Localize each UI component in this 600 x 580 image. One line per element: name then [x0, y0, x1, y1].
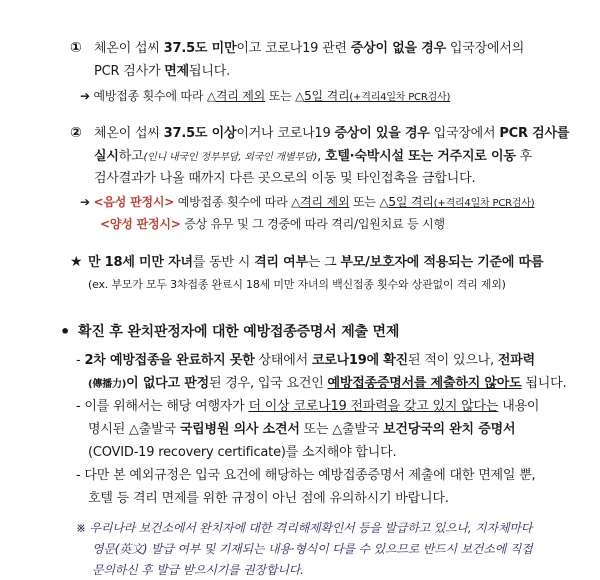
text: 이 없다고 판정: [126, 376, 209, 391]
text: 증상이 없을 경우: [350, 41, 446, 56]
right-arrow-icon: ➔: [80, 195, 90, 209]
text: 만 18세 미만 자녀: [88, 255, 193, 270]
text: 격리 제외: [300, 195, 350, 209]
text: 예방접종 횟수에 따라 △: [174, 195, 301, 209]
d3-line1: - 다만 본 예외규정은 입국 요건에 해당하는 예방접종증명서 제출에 대한 면제일 뿐,: [76, 468, 536, 483]
text: 37.5도 미만: [163, 41, 237, 56]
s1-line2: [94, 63, 230, 81]
text: 내용이: [498, 399, 540, 414]
text: 실시: [94, 149, 119, 164]
circled-number-1: ①: [70, 40, 82, 56]
section-title: 확진 후 완치판정자에 대한 예방접종증명서 제출 면제: [78, 324, 400, 340]
text: <양성 판정시>: [100, 217, 181, 231]
s2-line3: 검사결과가 나올 때까지 다른 곳으로의 이동 및 타인접촉을 금합니다.: [94, 171, 476, 186]
text: 는 그: [307, 255, 341, 270]
text: 5일 격리: [304, 89, 350, 103]
text: 증상이 있을 경우: [334, 126, 430, 141]
text: 면제: [164, 64, 190, 79]
text: (+격리4일차 PCR검사): [433, 198, 535, 209]
text: 됩니다.: [521, 376, 567, 391]
s2-line2: [94, 148, 532, 167]
text: 전파력: [497, 353, 535, 368]
text: 예방접종증명서를 제출하지 않아도: [327, 376, 522, 391]
star-line2: (ex. 부모가 모두 3차접종 완료시 18세 미만 자녀의 백신접종 횟수와 상관없이 격리 제외): [88, 278, 506, 291]
text: 또는 △출발국: [299, 422, 384, 437]
text: 보건당국의 완치 증명서: [383, 422, 516, 437]
text: 5일 격리: [388, 195, 434, 209]
d1-line2: [88, 375, 566, 394]
text: 예방접종 횟수에 따라 △: [93, 89, 216, 103]
note-line1: ※ 우리나라 보건소에서 완치자에 대한 격리해제확인서 등을 발급하고 있으나, 지자체마다: [76, 521, 533, 535]
text: 를 동반 시: [192, 255, 255, 270]
s1-arrow-line: [80, 87, 450, 107]
text: (+격리4일차 PCR검사): [349, 92, 451, 103]
text: 격리 제외: [215, 89, 266, 103]
s2-positive-line: [100, 215, 445, 233]
text: 된 경우, 입국 요건인: [208, 376, 328, 391]
d2-line2: [88, 421, 515, 439]
text: ,: [317, 149, 325, 164]
text: 됩니다.: [189, 64, 231, 79]
note-line2: 영문(英文) 발급 여부 및 기재되는 내용·형식이 다를 수 있으므로 반드시 보건소에 직접: [92, 542, 533, 556]
text: 명시된 △출발국: [88, 422, 180, 437]
text: 입국장에서: [429, 126, 500, 141]
text: 입국장에서의: [445, 41, 525, 56]
text: (傳播力): [88, 379, 127, 390]
star-line1: [88, 254, 543, 272]
s2-negative-line: [80, 193, 534, 213]
text: 격리 여부: [254, 255, 308, 270]
right-arrow-icon: ➔: [80, 89, 90, 103]
text: 체온이 섭씨: [94, 41, 164, 56]
d2-line3: (COVID-19 recovery certificate)를 소지해야 합니다.: [88, 445, 397, 460]
text: 이고 코로나19 관련: [236, 41, 351, 56]
text: 된 적이 있으나,: [408, 353, 498, 368]
text: 하고: [118, 149, 144, 164]
text: 코로나19에 확진: [311, 353, 409, 368]
text: 부모/보호자에 적용되는 기준에 따름: [340, 255, 544, 270]
text: 2차 예방접종을 완료하지 못한: [84, 353, 255, 368]
d3-line2: 호텔 등 격리 면제를 위한 규정이 아닌 점에 유의하시기 바랍니다.: [88, 491, 449, 506]
text: 체온이 섭씨: [94, 126, 164, 141]
text: PCR 검사가: [94, 64, 165, 79]
star-icon: ★: [70, 254, 83, 270]
text: 상태에서: [254, 353, 312, 368]
d2-line1: [76, 398, 539, 416]
d1-line1: [76, 352, 535, 370]
text: 후: [515, 149, 532, 164]
text: PCR 검사를: [499, 126, 570, 141]
text: 또는 △: [349, 195, 389, 209]
text: <음성 판정시>: [93, 195, 175, 209]
text: 더 이상 코로나19 전파력을 갖고 있지 않다는: [248, 399, 499, 414]
s2-line1: [94, 125, 569, 143]
text: - 이를 위해서는 해당 여행자가: [76, 399, 249, 414]
s1-line1: [94, 40, 524, 58]
text: 또는 △: [265, 89, 305, 103]
text: 국립병원 의사 소견서: [179, 422, 300, 437]
circled-number-2: ②: [70, 125, 82, 141]
bullet-icon: •: [60, 322, 71, 341]
text: 증상 유무 및 그 경중에 따라 격리/입원치료 등 시행: [180, 217, 445, 231]
note-line3: 문의하신 후 발급 받으시기를 권장합니다.: [92, 563, 304, 577]
text: (인니 내국인 정부부담, 외국인 개별부담): [143, 152, 318, 163]
text: 이거나 코로나19: [236, 126, 335, 141]
text: 37.5도 이상: [163, 126, 237, 141]
text: 호텔·숙박시설 또는 거주지로 이동: [324, 149, 516, 164]
text: -: [76, 353, 85, 368]
